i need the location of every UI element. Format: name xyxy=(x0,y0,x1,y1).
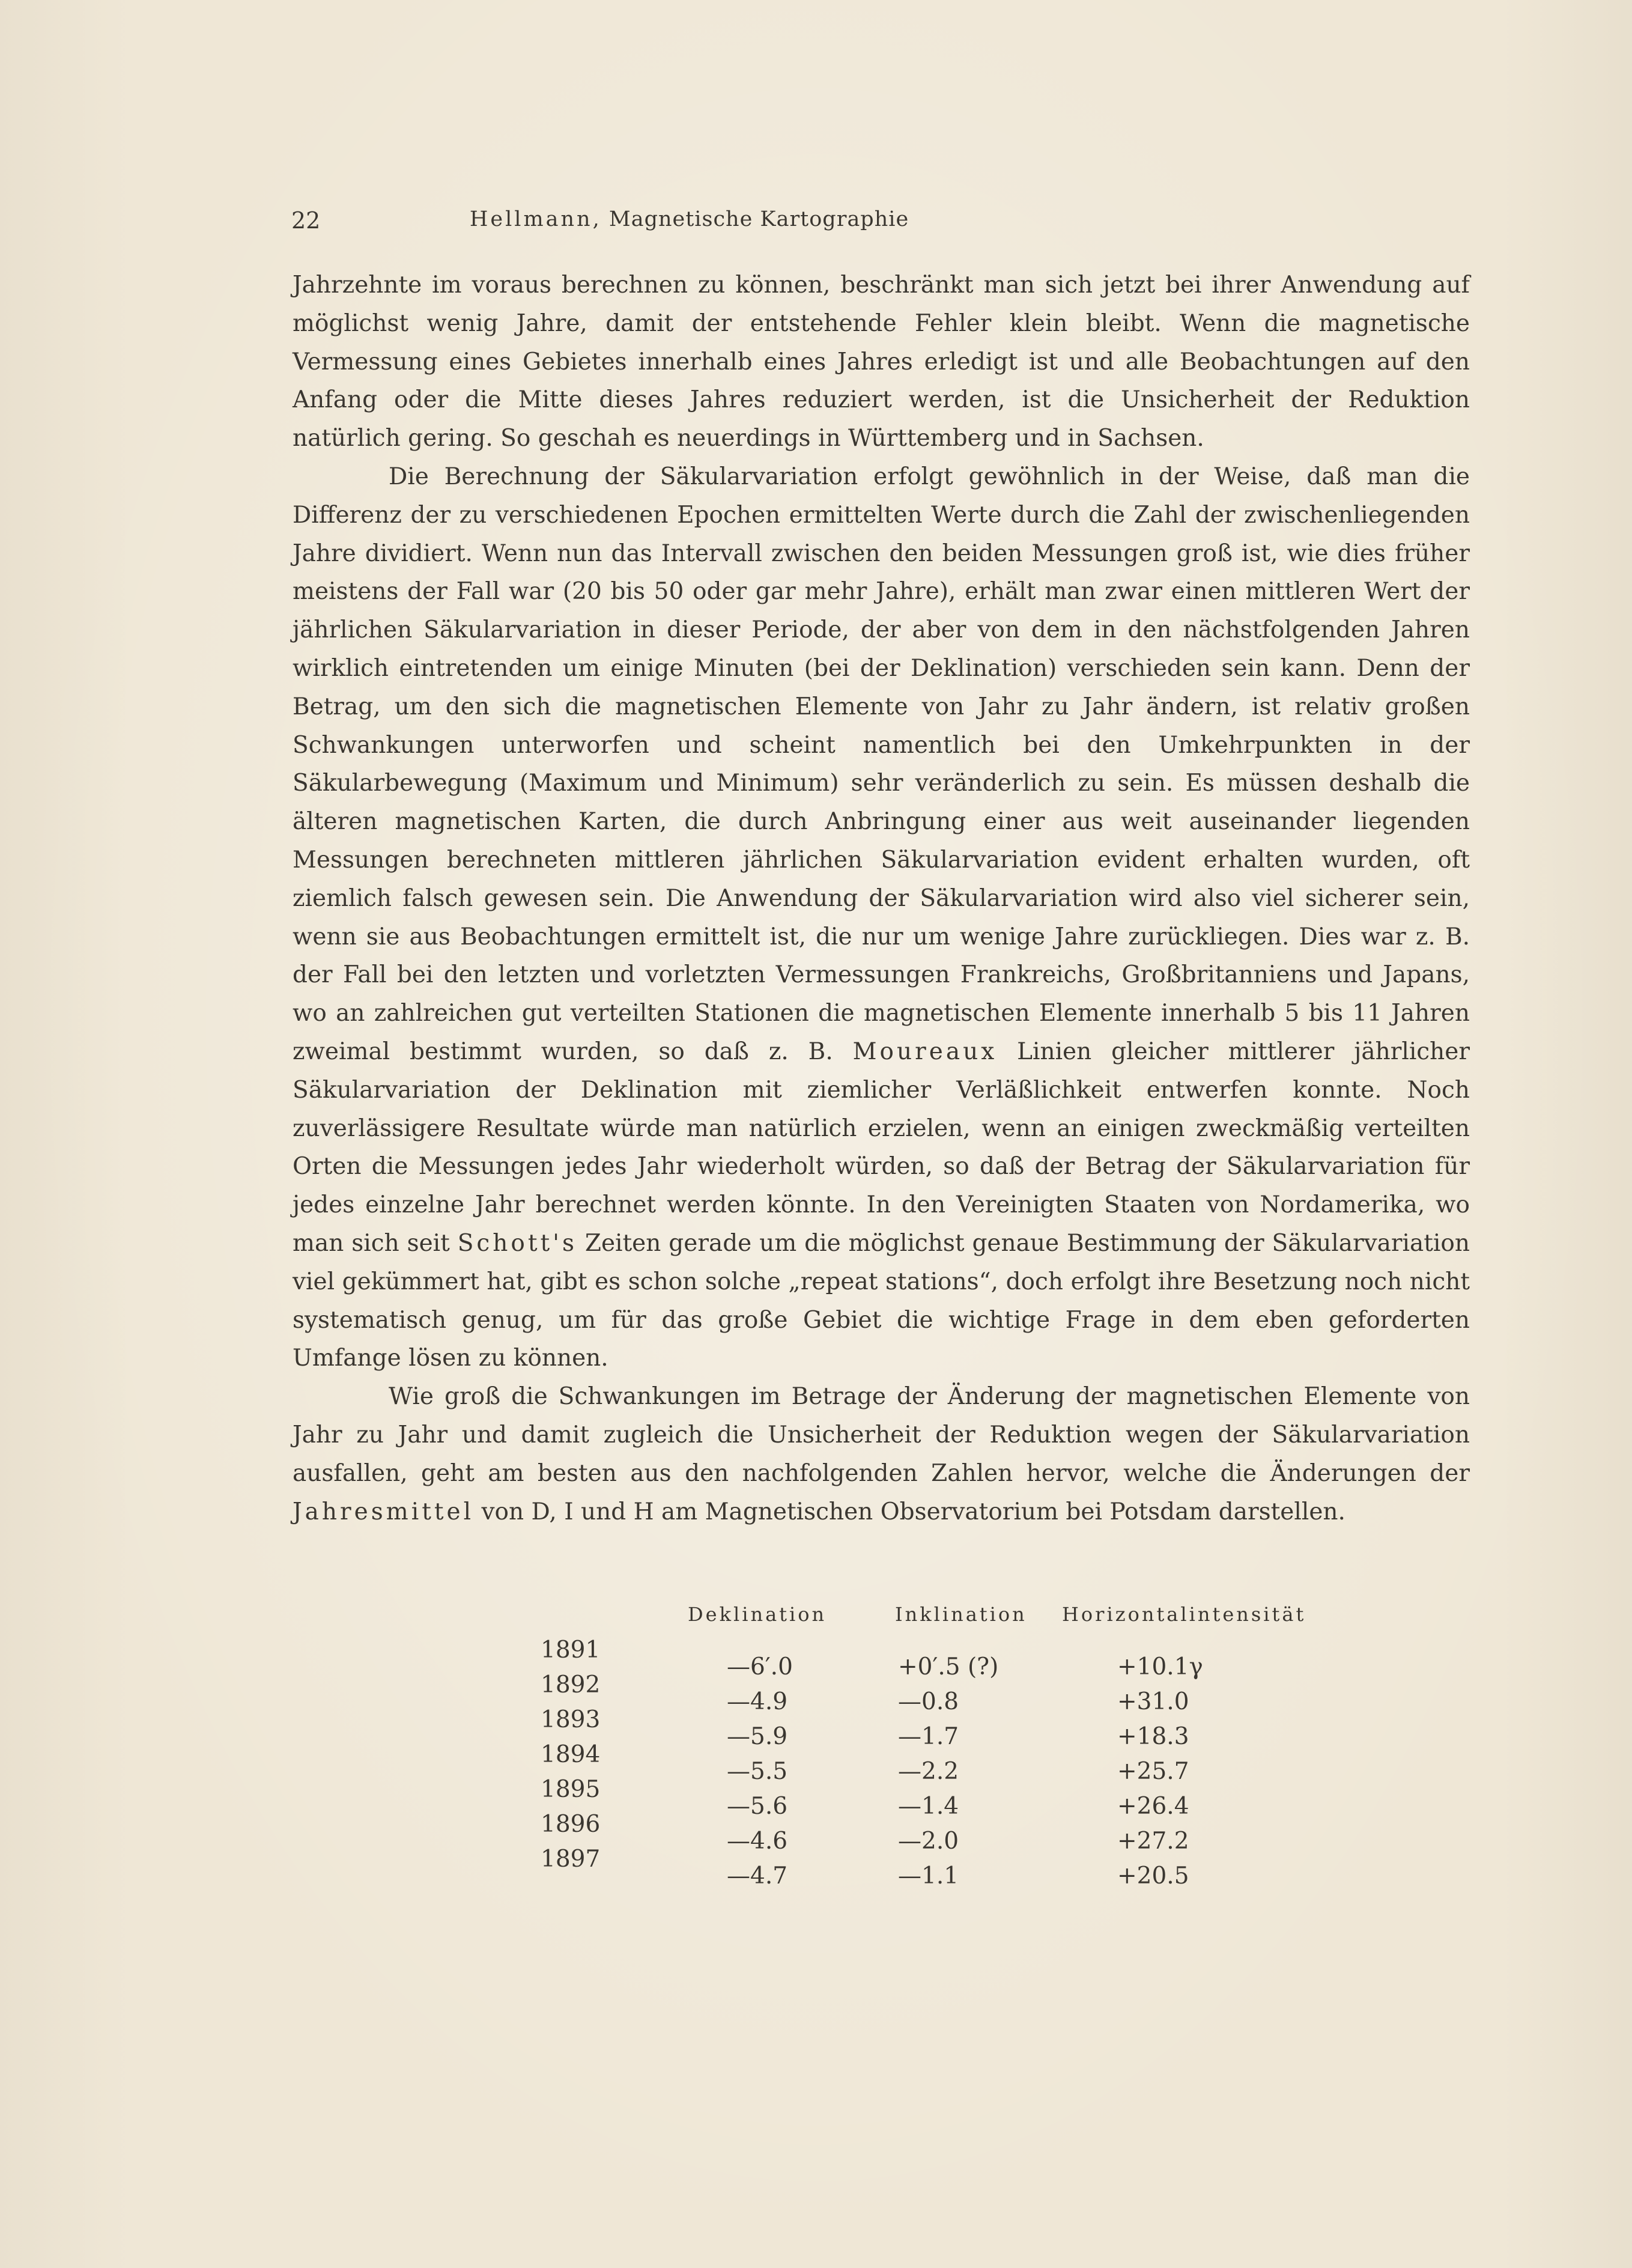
year-cell: 1895 xyxy=(541,1776,601,1803)
name-schott: Schott's xyxy=(457,1229,577,1257)
horizontalintensitaet-column xyxy=(1117,1650,1203,1894)
deklination-cell: —5.5 xyxy=(727,1758,788,1785)
header-deklination: Deklination xyxy=(688,1603,827,1626)
paragraph-2 xyxy=(293,458,1470,1378)
page-number: 22 xyxy=(291,207,321,234)
header-horizontalintensitaet: Horizontalintensität xyxy=(1062,1603,1306,1626)
running-head-author: Hellmann, xyxy=(469,207,602,231)
horizontalintensitaet-cell: +10.1γ xyxy=(1117,1653,1203,1680)
inklination-cell: —1.4 xyxy=(898,1793,959,1820)
year-cell: 1893 xyxy=(541,1706,601,1733)
horizontalintensitaet-cell: +27.2 xyxy=(1117,1828,1189,1855)
deklination-cell: —4.6 xyxy=(727,1828,788,1855)
years-column xyxy=(541,1633,600,1877)
term-jahresmittel: Jahresmittel xyxy=(293,1498,475,1525)
year-cell: 1897 xyxy=(541,1846,601,1873)
deklination-cell: —5.9 xyxy=(727,1723,788,1750)
inklination-cell: —1.7 xyxy=(898,1723,959,1750)
paragraph-3-text-b: von D, I und H am Magnetischen Observatorium bei Potsdam darstellen. xyxy=(474,1498,1345,1525)
horizontalintensitaet-cell: +26.4 xyxy=(1117,1793,1189,1820)
inklination-cell: +0′.5 (?) xyxy=(898,1653,999,1680)
deklination-column xyxy=(727,1650,793,1894)
inklination-cell: —0.8 xyxy=(898,1688,959,1715)
page-header xyxy=(291,207,1087,237)
year-cell: 1894 xyxy=(541,1741,601,1768)
year-cell: 1896 xyxy=(541,1811,601,1838)
horizontalintensitaet-cell: +18.3 xyxy=(1117,1723,1189,1750)
horizontalintensitaet-cell: +31.0 xyxy=(1117,1688,1189,1715)
year-cell: 1892 xyxy=(541,1671,601,1698)
paragraph-3 xyxy=(293,1378,1470,1531)
paragraph-2-text-b: Linien gleicher mittlerer jährlicher Säkularvariation der Deklination mit ziemlicher Verläßlichkeit entwerfen konnte. Noch zuverlässigere Resultate würde man natürlich erzielen, wenn an einigen zweckmäßig verteilten Orten die Messungen jedes Jahr wiederholt würden, so daß der Betrag der Säkularvariation für jedes einzelne Jahr berechnet werden könnte. In den Vereinigten Staaten von Nordamerika, wo man sich seit xyxy=(293,1038,1470,1257)
paragraph-1-text: Jahrzehnte im voraus berechnen zu können, beschränkt man sich jetzt bei ihrer Anwendung auf möglichst wenig Jahre, damit der entstehende Fehler klein bleibt. Wenn die magnetische Vermessung eines Gebietes innerhalb eines Jahres erledigt ist und alle Beobachtungen auf den Anfang oder die Mitte dieses Jahres reduziert werden, ist die Unsicherheit der Reduktion natürlich gering. So geschah es neuerdings in Württemberg und in Sachsen. xyxy=(293,272,1470,452)
paragraph-1 xyxy=(293,266,1470,458)
deklination-cell: —6′.0 xyxy=(727,1653,793,1680)
header-inklination: Inklination xyxy=(895,1603,1027,1626)
name-moureaux: Moureaux xyxy=(852,1038,998,1065)
running-head-title: Magnetische Kartographie xyxy=(608,207,909,231)
inklination-column xyxy=(898,1650,998,1894)
paragraph-2-text-c: Zeiten gerade um die möglichst genaue Bestimmung der Säkularvariation viel gekümmert hat, gibt es schon solche „repeat stations“, doch erfolgt ihre Besetzung noch nicht systematisch genug, um für das große Gebiet die wichtige Frage in dem eben geforderten Umfange lösen zu können. xyxy=(293,1229,1470,1372)
paragraph-3-text-a: Wie groß die Schwankungen im Betrage der Änderung der magnetischen Elemente von Jahr zu Jahr und damit zugleich die Unsicherheit der Reduktion wegen der Säkularvariation ausfallen, geht am besten aus den nachfolgenden Zahlen hervor, welche die Änderungen der xyxy=(293,1383,1470,1487)
inklination-cell: —1.1 xyxy=(898,1862,959,1889)
paragraph-2-text-a: Die Berechnung der Säkularvariation erfolgt gewöhnlich in der Weise, daß man die Differenz der zu verschiedenen Epochen ermittelten Werte durch die Zahl der zwischenliegenden Jahre dividiert. Wenn nun das Intervall zwischen den beiden Messungen groß ist, wie dies früher meistens der Fall war (20 bis 50 oder gar mehr Jahre), erhält man zwar einen mittleren Wert der jährlichen Säkularvariation in dieser Periode, der aber von dem in den nächstfolgenden Jahren wirklich eintretenden um einige Minuten (bei der Deklination) verschieden sein kann. Denn der Betrag, um den sich die magnetischen Elemente von Jahr zu Jahr ändern, ist relativ großen Schwankungen unterworfen und scheint namentlich bei den Umkehrpunkten in der Säkularbewegung (Maximum und Minimum) sehr veränderlich zu sein. Es müssen deshalb die älteren magnetischen Karten, die durch Anbringung einer aus weit auseinander liegenden Messungen berechneten mittleren jährlichen Säkularvariation evident erhalten wurden, oft ziemlich falsch gewesen sein. Die Anwendung der Säkularvariation wird also viel sicherer sein, wenn sie aus Beobachtungen ermittelt ist, die nur um wenige Jahre zurückliegen. Dies war z. B. der Fall bei den letzten und vorletzten Vermessungen Frankreichs, Großbritanniens und Japans, wo an zahlreichen gut verteilten Stationen die magnetischen Elemente innerhalb 5 bis 11 Jahren zweimal bestimmt wurden, so daß z. B. xyxy=(293,463,1470,1065)
year-cell: 1891 xyxy=(541,1637,601,1664)
running-head xyxy=(291,207,1087,231)
inklination-cell: —2.2 xyxy=(898,1758,959,1785)
body-text xyxy=(293,266,1470,1531)
deklination-cell: —4.7 xyxy=(727,1862,788,1889)
horizontalintensitaet-cell: +25.7 xyxy=(1117,1758,1189,1785)
deklination-cell: —4.9 xyxy=(727,1688,788,1715)
inklination-cell: —2.0 xyxy=(898,1828,959,1855)
deklination-cell: —5.6 xyxy=(727,1793,788,1820)
secular-variation-table xyxy=(541,1603,1321,1903)
horizontalintensitaet-cell: +20.5 xyxy=(1117,1862,1189,1889)
